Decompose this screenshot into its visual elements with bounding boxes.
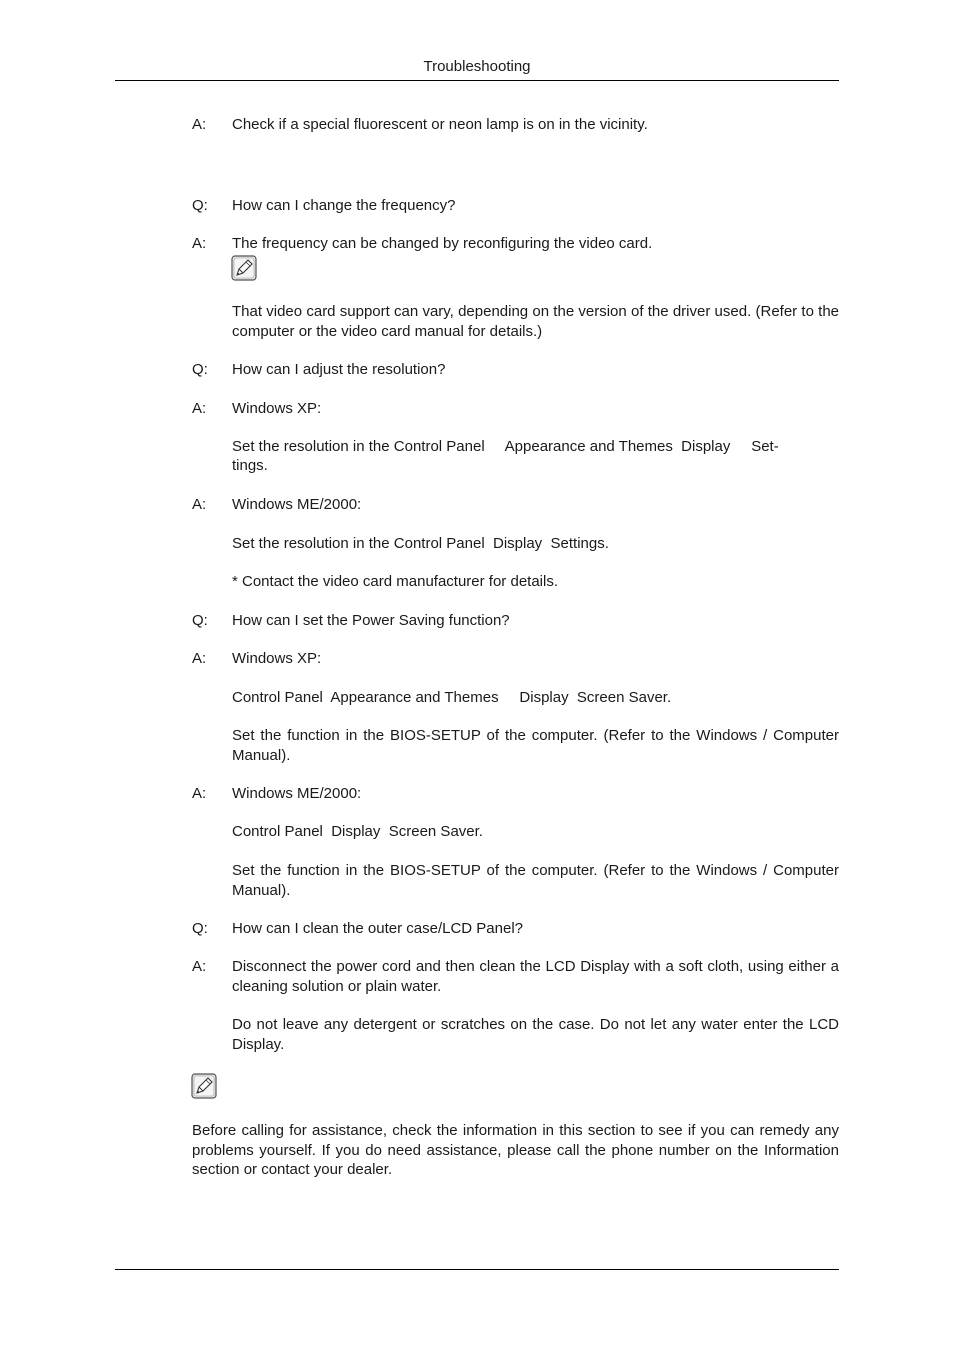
- power-me-bios: Set the function in the BIOS-SETUP of the computer. (Refer to the Windows / Computer Manual).: [232, 862, 839, 899]
- note-pencil-icon: [191, 1073, 217, 1099]
- answer-resolution-xp: Windows XP:: [232, 400, 322, 417]
- question-resolution: How can I adjust the resolution?: [232, 361, 446, 378]
- resolution-me-path: Set the resolution in the Control Panel Display Settings.: [232, 535, 609, 552]
- answer-prefix: A:: [192, 785, 207, 802]
- question-prefix: Q:: [192, 197, 208, 214]
- answer-clean: Disconnect the power cord and then clean the LCD Display with a soft cloth, using either a cleaning solution or plain water.: [232, 958, 839, 995]
- power-xp-bios: Set the function in the BIOS-SETUP of the computer. (Refer to the Windows / Computer Manual).: [232, 727, 839, 764]
- clean-warning: Do not leave any detergent or scratches on the case. Do not let any water enter the LCD Display.: [232, 1016, 839, 1053]
- final-note: Before calling for assistance, check the information in this section to see if you can remedy any problems yourself. If you do need assistance, please call the phone number on the Information section or contact your dealer.: [192, 1122, 839, 1178]
- resolution-contact: * Contact the video card manufacturer for details.: [232, 573, 559, 590]
- question-prefix: Q:: [192, 361, 208, 378]
- answer-prefix: A:: [192, 116, 207, 133]
- resolution-xp-path-line1: Set the resolution in the Control Panel Appearance and Themes Display Set-: [232, 438, 779, 455]
- answer-prefix: A:: [192, 496, 207, 513]
- resolution-xp-path-line2: tings.: [232, 457, 268, 474]
- answer-resolution-me: Windows ME/2000:: [232, 496, 362, 513]
- answer-prefix: A:: [192, 650, 207, 667]
- answer-frequency: The frequency can be changed by reconfiguring the video card.: [232, 235, 653, 252]
- power-me-path: Control Panel Display Screen Saver.: [232, 823, 483, 840]
- footer-divider: [115, 1269, 839, 1270]
- answer-prefix: A:: [192, 235, 207, 252]
- answer-lamp: Check if a special fluorescent or neon lamp is on in the vicinity.: [232, 116, 648, 133]
- question-prefix: Q:: [192, 612, 208, 629]
- question-power-saving: How can I set the Power Saving function?: [232, 612, 510, 629]
- answer-power-me: Windows ME/2000:: [232, 785, 362, 802]
- question-prefix: Q:: [192, 920, 208, 937]
- answer-power-xp: Windows XP:: [232, 650, 322, 667]
- page-header-title: Troubleshooting: [423, 58, 531, 75]
- note-video-card: That video card support can vary, depending on the version of the driver used. (Refer to the computer or the video card manual for details.): [232, 303, 839, 340]
- answer-prefix: A:: [192, 400, 207, 417]
- answer-prefix: A:: [192, 958, 207, 975]
- header-divider: [115, 80, 839, 81]
- question-frequency: How can I change the frequency?: [232, 197, 456, 214]
- note-pencil-icon: [231, 255, 257, 281]
- question-clean: How can I clean the outer case/LCD Panel?: [232, 920, 523, 937]
- power-xp-path: Control Panel Appearance and Themes Display Screen Saver.: [232, 689, 672, 706]
